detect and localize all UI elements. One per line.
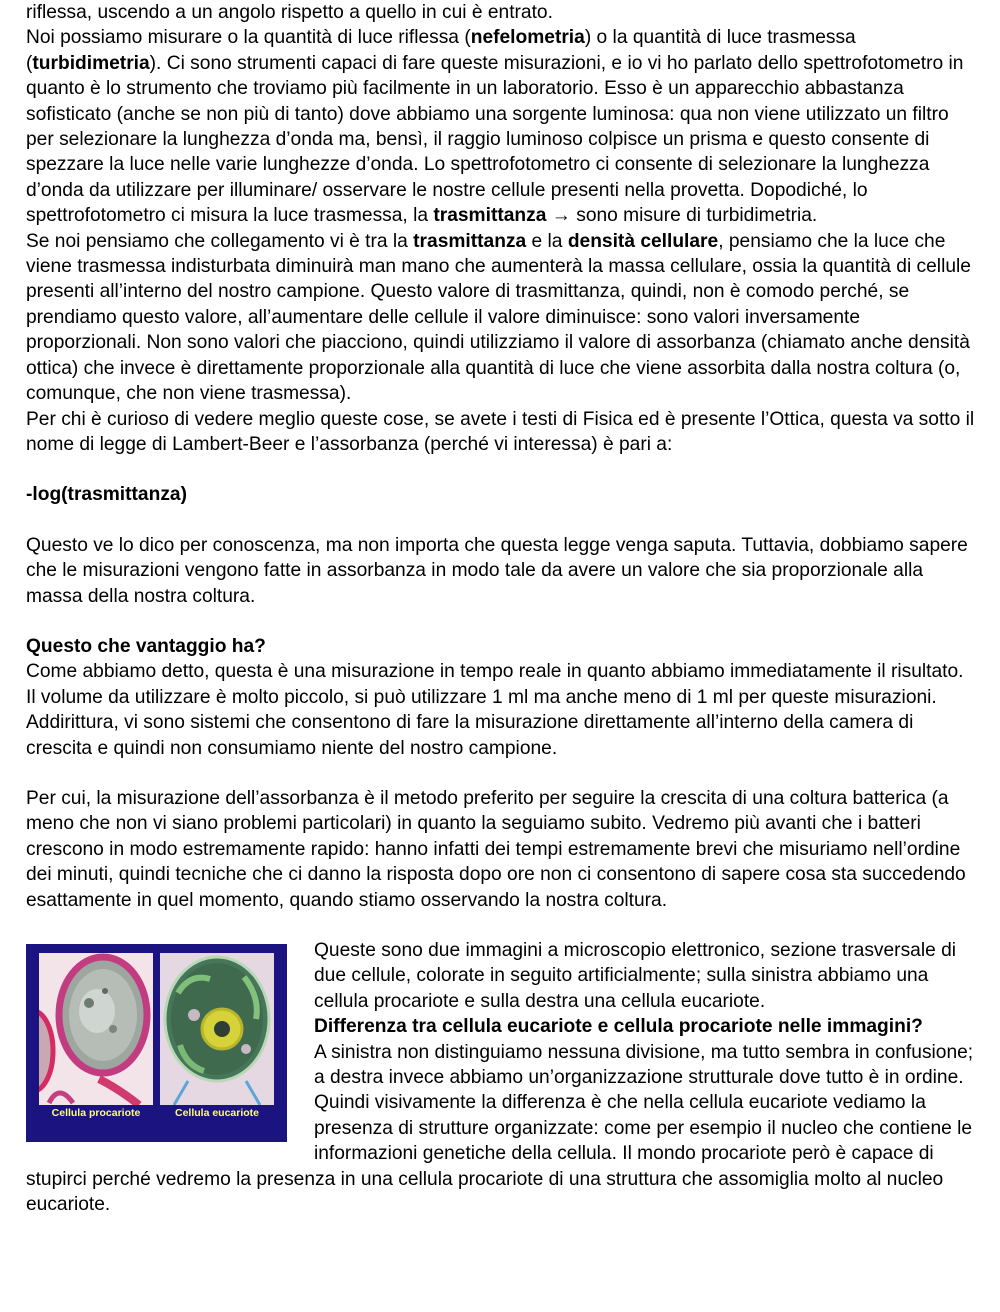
caption-eukaryote: Cellula eucariote — [174, 1107, 260, 1119]
paragraph-density — [26, 229, 976, 458]
text-line: riflessa, uscendo a un angolo rispetto a quello in cui è entrato. — [26, 2, 553, 23]
text-column — [26, 0, 976, 1217]
paragraph-advantage: Come abbiamo detto, questa è una misurazione in tempo reale in quanto abbiamo immediatamente il risultato. Il volume da utilizzare è molto piccolo, si può utilizzare 1 ml ma anche meno di 1 ml per queste misurazioni. Addirittura, vi sono sistemi che consentono di fare la misurazione direttamente all’interno della camera di crescita e quindi non consumiamo niente del nostro campione. — [26, 661, 964, 759]
text-run: Noi possiamo misurare o la quantità di luce riflessa ( — [26, 27, 471, 49]
term-trasmittanza: trasmittanza — [413, 230, 527, 252]
text-run: e la — [526, 230, 568, 252]
paragraph-absorbance: Per cui, la misurazione dell’assorbanza è il metodo preferito per seguire la crescita di una coltura batterica (a meno che non vi siano problemi particolari) in quanto la seguiamo subito. Vedremo più avanti che i batteri crescono in modo estremamente rapido: hanno infatti dei tempi estremamente brevi che misuriamo nell’ordine dei minuti, quindi tecniche che ci danno la risposta dopo ore non ci consentono di sapere cosa sta succedendo esattamente in quel momento, quando stiamo osservando la nostra coltura. — [26, 787, 966, 911]
prokaryote-micrograph — [39, 953, 153, 1105]
question-advantage: Questo che vantaggio ha? — [26, 635, 266, 657]
paragraph-reflection — [26, 0, 976, 229]
text-run: , pensiamo che la luce che viene trasmessa indisturbata diminuirà man mano che aumenterà la massa cellulare, ossia la quantità di cellule presenti all’interno del nostro campione. Questo valore di trasmittanza, quindi, non è comodo perché, se prendiamo questo valore, all’aumentare delle cellule il valore diminuisce: sono valori inversamente proporzionali. Non sono valori che piacciono, quindi utilizziamo il valore di assorbanza (chiamato anche densità ottica) che invece è direttamente proporzionale alla quantità di luce che viene assorbita dalla nostra coltura (o, comunque, che non viene trasmessa). — [26, 230, 971, 405]
text-run: Se noi pensiamo che collegamento vi è tra la — [26, 230, 414, 252]
term-turbidimetria: turbidimetria — [32, 52, 150, 74]
caption-prokaryote: Cellula procariote — [51, 1107, 141, 1119]
paragraph-micrograph-description: Queste sono due immagini a microscopio elettronico, sezione trasversale di due cellule, colorate in seguito artificialmente; sulla sinistra abbiamo una cellula procariote e sulla destra una cellula eucariote. — [314, 940, 957, 1012]
text-run: Per chi è curioso di vedere meglio queste cose, se avete i testi di Fisica ed è presente l’Ottica, questa va sotto il nome di legge di Lambert-Beer e l’assorbanza (perché vi interessa) è pari a: — [26, 408, 975, 455]
formula: -log(trasmittanza) — [26, 484, 187, 506]
text-run: ). Ci sono strumenti capaci di fare queste misurazioni, e io vi ho parlato dello spettrofotometro in quanto è lo strumento che troviamo più facilmente in un laboratorio. Esso è un apparecchio abbastanza sofisticato (anche se non più di tanto) dove abbiamo una sorgente luminosa: qua non viene utilizzato un filtro per selezionare la lunghezza d’onda ma, bensì, il raggio luminoso colpisce un prisma e questo consente di spezzare la luce nelle varie lunghezze d’onda. Lo spettrofotometro ci consente di selezionare la lunghezza d’onda da utilizzare per illuminare/ osservare le nostre cellule presenti nella provetta. Dopodiché, lo spettrofotometro ci misura la luce trasmessa, la — [26, 52, 964, 227]
text-run: ) o la quantità di luce trasmessa ( — [26, 27, 856, 74]
question-cell-difference: Differenza tra cellula eucariote e cellula procariote nelle immagini? — [314, 1016, 923, 1038]
term-densita-cellulare: densità cellulare — [567, 230, 719, 252]
paragraph-knowledge: Questo ve lo dico per conoscenza, ma non importa che questa legge venga saputa. Tuttavia, dobbiamo sapere che le misurazioni vengono fatte in assorbanza in modo tale da avere un valore che sia proporzionale alla massa della nostra coltura. — [26, 534, 968, 607]
term-trasmittanza: trasmittanza — [433, 205, 547, 227]
cell-micrograph-figure — [26, 944, 287, 1142]
eukaryote-micrograph — [160, 953, 274, 1105]
paragraph-cell-difference: A sinistra non distinguiamo nessuna divisione, ma tutto sembra in confusione; a destra invece abbiamo un’organizzazione strutturale dove tutto è in ordine. Quindi visivamente la differenza è che nella cellula eucariote vediamo la presenza di strutture organizzate: come per esempio il nucleo che contiene le informazioni genetiche della cellula. Il mondo procariote però è capace di stupirci perché vedremo la presenza in una cellula procariote di una struttura che assomiglia molto al nucleo eucariote. — [26, 1041, 974, 1216]
eukaryote-cell-image — [160, 953, 274, 1105]
text-run: → sono misure di turbidimetria. — [546, 205, 818, 227]
term-nefelometria: nefelometria — [470, 27, 585, 49]
prokaryote-cell-image — [39, 953, 153, 1105]
